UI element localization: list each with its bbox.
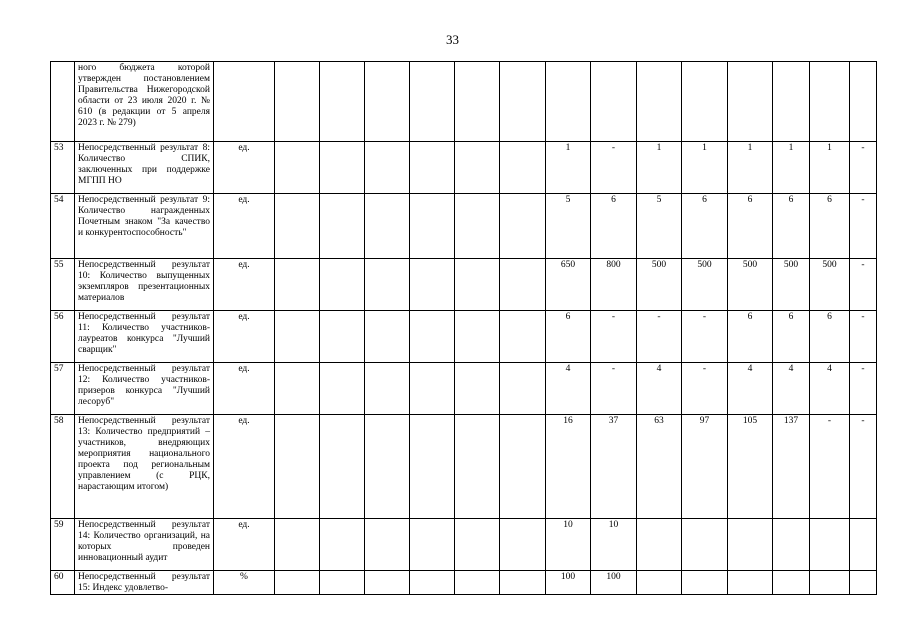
- row-value-cell: 4: [810, 363, 850, 415]
- row-value-cell: [365, 142, 410, 194]
- row-value-cell: [455, 415, 500, 519]
- row-value-cell: [365, 363, 410, 415]
- row-value-cell: -: [850, 259, 877, 311]
- row-value-cell: 1: [810, 142, 850, 194]
- row-value-cell: [637, 62, 682, 142]
- row-value-cell: 37: [591, 415, 637, 519]
- row-value-cell: [810, 571, 850, 595]
- row-value-cell: [455, 142, 500, 194]
- row-value-cell: 4: [773, 363, 810, 415]
- row-value-cell: -: [682, 363, 728, 415]
- row-number: 55: [51, 259, 75, 311]
- row-value-cell: [500, 415, 546, 519]
- row-value-cell: [320, 62, 365, 142]
- page-number: 33: [446, 32, 459, 47]
- row-value-cell: [455, 363, 500, 415]
- row-description: Непосредственный результат 10: Количество выпущенных экземпляров презентационных материалов: [75, 259, 214, 311]
- row-value-cell: 650: [546, 259, 591, 311]
- row-unit: ед.: [214, 519, 275, 571]
- row-value-cell: 5: [637, 194, 682, 259]
- row-value-cell: -: [682, 311, 728, 363]
- row-value-cell: [320, 571, 365, 595]
- row-value-cell: [410, 571, 455, 595]
- row-value-cell: 500: [773, 259, 810, 311]
- row-value-cell: [850, 571, 877, 595]
- row-value-cell: [850, 62, 877, 142]
- row-description: Непосредственный результат 15: Индекс удовлетво-: [75, 571, 214, 595]
- row-value-cell: -: [850, 363, 877, 415]
- row-value-cell: -: [850, 194, 877, 259]
- row-value-cell: [320, 194, 365, 259]
- row-value-cell: [275, 259, 320, 311]
- row-value-cell: 6: [810, 194, 850, 259]
- row-unit: ед.: [214, 311, 275, 363]
- row-value-cell: [810, 62, 850, 142]
- row-value-cell: [320, 415, 365, 519]
- row-value-cell: -: [591, 142, 637, 194]
- row-value-cell: [850, 519, 877, 571]
- row-value-cell: [455, 519, 500, 571]
- row-value-cell: -: [850, 142, 877, 194]
- row-value-cell: [455, 311, 500, 363]
- row-value-cell: -: [591, 363, 637, 415]
- row-value-cell: [365, 259, 410, 311]
- row-unit: ед.: [214, 415, 275, 519]
- row-value-cell: 500: [728, 259, 773, 311]
- row-value-cell: [637, 519, 682, 571]
- row-description: Непосредственный результат 11: Количество участников-лауреатов конкурса "Лучший сварщик": [75, 311, 214, 363]
- row-number: 59: [51, 519, 75, 571]
- row-description: ного бюджета которой утвержден постановлением Правительства Нижегородской области от 23 июля 2020 г. № 610 (в редакции от 5 апреля 2023 г. № 279): [75, 62, 214, 142]
- row-value-cell: [682, 571, 728, 595]
- row-value-cell: [455, 259, 500, 311]
- row-value-cell: 500: [682, 259, 728, 311]
- row-value-cell: [275, 142, 320, 194]
- row-value-cell: [728, 62, 773, 142]
- table-row: [51, 519, 877, 571]
- row-description: Непосредственный результат 9: Количество награжденных Почетным знаком "За качество и конкурентоспособность": [75, 194, 214, 259]
- table-row: [51, 194, 877, 259]
- row-value-cell: -: [637, 311, 682, 363]
- row-description: Непосредственный результат 8: Количество СПИК, заключенных при поддержке МГПП НО: [75, 142, 214, 194]
- row-value-cell: [275, 571, 320, 595]
- row-value-cell: [365, 571, 410, 595]
- row-value-cell: 6: [773, 194, 810, 259]
- row-value-cell: [365, 311, 410, 363]
- row-value-cell: 4: [546, 363, 591, 415]
- row-value-cell: 1: [728, 142, 773, 194]
- row-value-cell: [500, 519, 546, 571]
- row-value-cell: [773, 62, 810, 142]
- row-unit: ед.: [214, 194, 275, 259]
- row-value-cell: 100: [546, 571, 591, 595]
- row-value-cell: [275, 415, 320, 519]
- row-value-cell: 1: [637, 142, 682, 194]
- row-value-cell: -: [850, 415, 877, 519]
- row-value-cell: [410, 259, 455, 311]
- row-value-cell: [728, 571, 773, 595]
- row-value-cell: [320, 259, 365, 311]
- row-unit: ед.: [214, 142, 275, 194]
- row-value-cell: [365, 194, 410, 259]
- row-value-cell: 6: [591, 194, 637, 259]
- row-value-cell: 10: [591, 519, 637, 571]
- row-value-cell: 6: [728, 311, 773, 363]
- row-value-cell: 97: [682, 415, 728, 519]
- row-value-cell: 4: [637, 363, 682, 415]
- row-value-cell: 1: [546, 142, 591, 194]
- row-value-cell: 6: [773, 311, 810, 363]
- row-description: Непосредственный результат 13: Количество предприятий – участников, внедряющих мероприятия национального проекта под региональным управлением (с РЦК, нарастающим итогом): [75, 415, 214, 519]
- row-value-cell: [773, 571, 810, 595]
- row-value-cell: [365, 415, 410, 519]
- row-value-cell: [728, 519, 773, 571]
- row-value-cell: [410, 142, 455, 194]
- row-value-cell: -: [810, 415, 850, 519]
- row-value-cell: [455, 62, 500, 142]
- row-value-cell: [365, 519, 410, 571]
- row-value-cell: [365, 62, 410, 142]
- row-value-cell: [275, 62, 320, 142]
- row-value-cell: 100: [591, 571, 637, 595]
- row-description: Непосредственный результат 12: Количество участников-призеров конкурса "Лучший лесоруб": [75, 363, 214, 415]
- table-row: [51, 259, 877, 311]
- row-value-cell: [275, 311, 320, 363]
- table-row: [51, 311, 877, 363]
- table-row: [51, 62, 877, 142]
- row-value-cell: [275, 519, 320, 571]
- row-value-cell: [410, 62, 455, 142]
- row-value-cell: [500, 142, 546, 194]
- indicators-table: [50, 61, 877, 595]
- row-value-cell: 500: [810, 259, 850, 311]
- table-body: [51, 62, 877, 595]
- row-value-cell: [637, 571, 682, 595]
- row-value-cell: 137: [773, 415, 810, 519]
- row-value-cell: 6: [728, 194, 773, 259]
- row-value-cell: 1: [773, 142, 810, 194]
- row-number: 58: [51, 415, 75, 519]
- row-value-cell: 1: [682, 142, 728, 194]
- row-value-cell: [500, 571, 546, 595]
- row-value-cell: [682, 519, 728, 571]
- row-value-cell: [410, 519, 455, 571]
- row-value-cell: 105: [728, 415, 773, 519]
- row-value-cell: [500, 259, 546, 311]
- row-value-cell: [410, 311, 455, 363]
- row-value-cell: [500, 311, 546, 363]
- row-unit: %: [214, 571, 275, 595]
- row-value-cell: 5: [546, 194, 591, 259]
- row-description: Непосредственный результат 14: Количество организаций, на которых проведен инновационный аудит: [75, 519, 214, 571]
- row-value-cell: [410, 194, 455, 259]
- row-value-cell: [500, 363, 546, 415]
- table-row: [51, 142, 877, 194]
- row-number: 57: [51, 363, 75, 415]
- row-value-cell: 6: [682, 194, 728, 259]
- table-row: [51, 571, 877, 595]
- row-value-cell: [455, 571, 500, 595]
- row-value-cell: 800: [591, 259, 637, 311]
- row-value-cell: 63: [637, 415, 682, 519]
- row-number: [51, 62, 75, 142]
- row-value-cell: [320, 142, 365, 194]
- row-value-cell: [320, 519, 365, 571]
- row-value-cell: 500: [637, 259, 682, 311]
- row-value-cell: [591, 62, 637, 142]
- row-value-cell: -: [850, 311, 877, 363]
- row-value-cell: [773, 519, 810, 571]
- row-value-cell: [320, 363, 365, 415]
- row-value-cell: 6: [810, 311, 850, 363]
- row-value-cell: 4: [728, 363, 773, 415]
- row-value-cell: [500, 62, 546, 142]
- row-number: 54: [51, 194, 75, 259]
- row-value-cell: 16: [546, 415, 591, 519]
- row-value-cell: [410, 415, 455, 519]
- row-value-cell: [320, 311, 365, 363]
- row-value-cell: [810, 519, 850, 571]
- row-number: 56: [51, 311, 75, 363]
- row-value-cell: [275, 363, 320, 415]
- row-value-cell: 10: [546, 519, 591, 571]
- row-number: 60: [51, 571, 75, 595]
- row-unit: ед.: [214, 363, 275, 415]
- row-value-cell: [546, 62, 591, 142]
- row-value-cell: [410, 363, 455, 415]
- row-value-cell: [455, 194, 500, 259]
- table-row: [51, 415, 877, 519]
- row-unit: [214, 62, 275, 142]
- row-value-cell: -: [591, 311, 637, 363]
- row-value-cell: [682, 62, 728, 142]
- row-number: 53: [51, 142, 75, 194]
- row-unit: ед.: [214, 259, 275, 311]
- row-value-cell: 6: [546, 311, 591, 363]
- table-row: [51, 363, 877, 415]
- row-value-cell: [275, 194, 320, 259]
- row-value-cell: [500, 194, 546, 259]
